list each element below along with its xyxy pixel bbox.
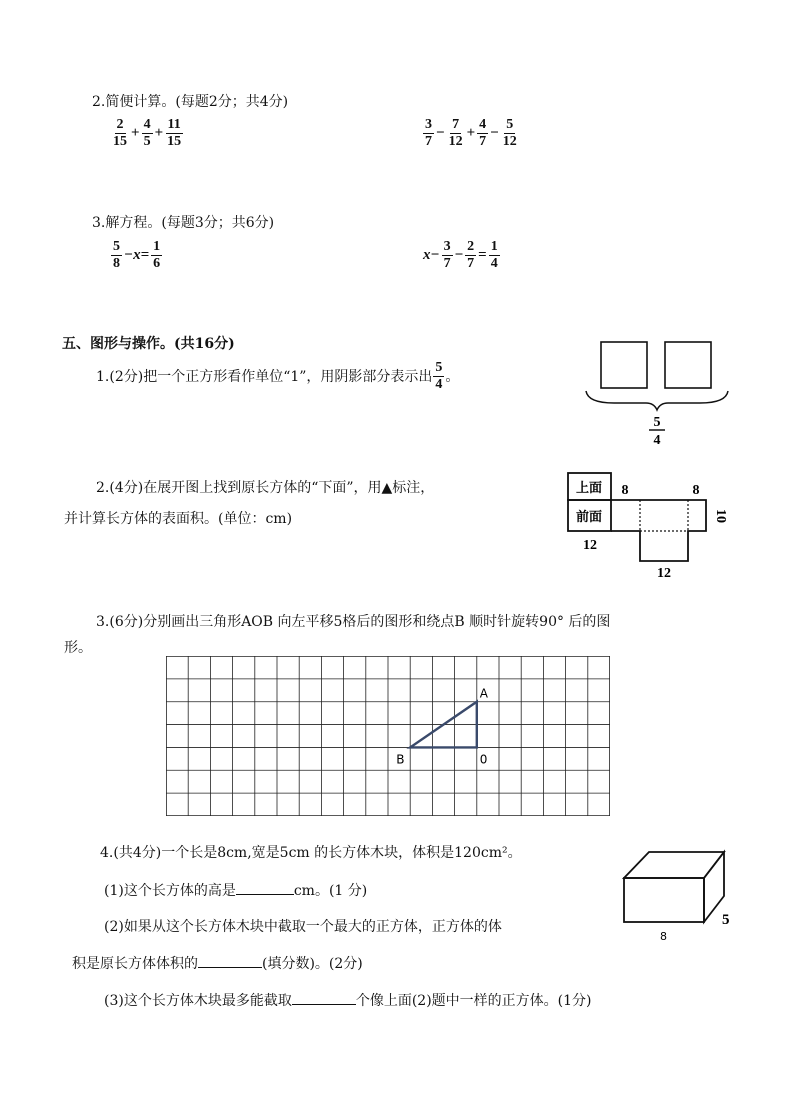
s5-q4-sub2-line2: 积是原长方体体积的 (填分数)。(2分) bbox=[72, 953, 363, 974]
unit-square-2 bbox=[665, 342, 711, 388]
cuboid-top-face bbox=[624, 852, 724, 878]
q2-expression-2: $\frac{3}{7}$ − $\frac{7}{12}$ + $\frac{4}{7}$ − $\frac{5}{12}$ bbox=[425, 117, 517, 149]
s5-q1-text: 1.(2分)把一个正方形看作单位“1”，用阴影部分表示出 $\frac{5}{4}$ 。 bbox=[96, 360, 460, 392]
point-b-label: B bbox=[396, 752, 405, 767]
square-grid[interactable] bbox=[166, 656, 610, 816]
s5-q4-sub2-line1: (2)如果从这个长方体木块中截取一个最大的正方体，正方体的体 bbox=[104, 919, 502, 935]
cuboid-side-face bbox=[704, 852, 724, 922]
s5-q2-line2: 并计算长方体的表面积。(单位：cm) bbox=[64, 511, 293, 527]
net-dim-8b: 8 bbox=[692, 483, 700, 498]
answer-blank-1[interactable] bbox=[236, 880, 294, 895]
brace-fraction-denominator: 4 bbox=[653, 433, 661, 448]
s5-q3-line2: 形。 bbox=[64, 640, 92, 656]
net-front-label: 前面 bbox=[575, 510, 603, 525]
q2-title: 2.简便计算。(每题2分；共4分) bbox=[92, 94, 289, 110]
s5-q4-sub3: (3)这个长方体木块最多能截取 个像上面(2)题中一样的正方体。(1分) bbox=[104, 990, 592, 1011]
unit-square-1 bbox=[601, 342, 647, 388]
net-dim-12b: 12 bbox=[657, 566, 671, 581]
unit-squares-figure bbox=[582, 336, 732, 448]
s5-q4-title: 4.(共4分)一个长是8cm,宽是5cm 的长方体木块，体积是120cm²。 bbox=[100, 845, 522, 861]
brace-fraction-numerator: 5 bbox=[653, 415, 661, 430]
cuboid-dim-5: 5 bbox=[722, 912, 730, 928]
curly-brace bbox=[586, 391, 728, 410]
net-dim-12a: 12 bbox=[583, 538, 597, 553]
point-o-label: 0 bbox=[479, 752, 488, 767]
answer-blank-2[interactable] bbox=[198, 953, 262, 968]
net-outline bbox=[611, 500, 706, 561]
grid-lines bbox=[166, 656, 610, 816]
net-dim-10: 10 bbox=[713, 509, 728, 523]
s5-q2-line1: 2.(4分)在展开图上找到原长方体的“下面”，用▲标注， bbox=[96, 480, 435, 496]
cuboid-dim-8: 8 bbox=[660, 930, 667, 943]
q3-equation-1: $\frac{5}{8}$ −x= $\frac{1}{6}$ bbox=[113, 239, 161, 271]
q2-expression-1: $\frac{2}{15}$ + $\frac{4}{5}$ + $\frac{11}{15}$ bbox=[113, 117, 182, 149]
q3-equation-2: x− $\frac{3}{7}$ − $\frac{2}{7}$ = $\frac{1}{4}$ bbox=[423, 239, 498, 271]
cuboid-front-face bbox=[624, 878, 704, 922]
s5-q3-line1: 3.(6分)分别画出三角形AOB 向左平移5格后的图形和绕点B 顺时针旋转90° 后的图 bbox=[96, 614, 611, 630]
section5-title: 五、图形与操作。(共16分) bbox=[62, 336, 235, 352]
q3-title: 3.解方程。(每题3分；共6分) bbox=[92, 215, 275, 231]
point-a-label: A bbox=[479, 686, 489, 701]
cuboid-figure bbox=[618, 842, 734, 946]
net-top-label: 上面 bbox=[575, 481, 603, 496]
net-dim-8a: 8 bbox=[621, 483, 629, 498]
cuboid-net-figure bbox=[560, 468, 732, 584]
answer-blank-3[interactable] bbox=[292, 990, 356, 1005]
s5-q4-sub1: (1)这个长方体的高是 cm。(1 分) bbox=[104, 880, 367, 901]
